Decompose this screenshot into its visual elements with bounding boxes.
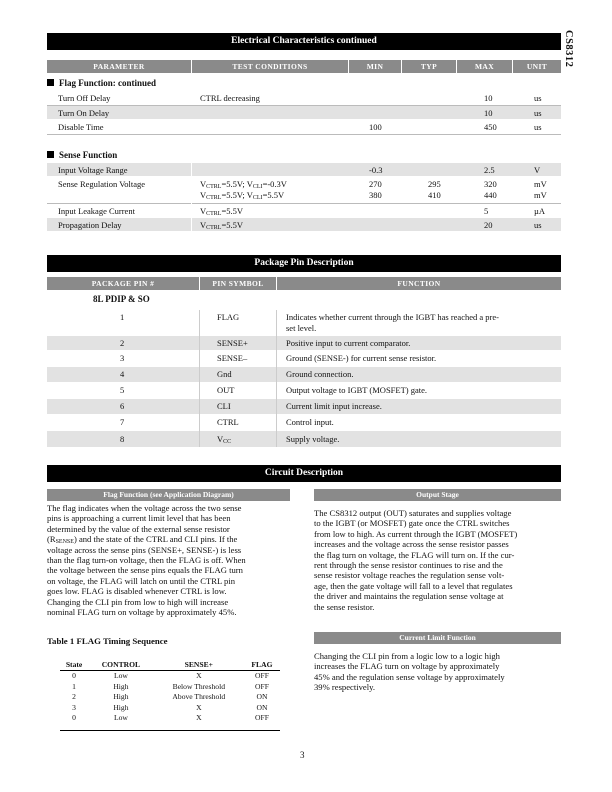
pin-number: 2 <box>120 338 125 348</box>
pin-number: 8 <box>120 434 125 444</box>
header-max: MAX <box>457 60 512 73</box>
pin-function: set level. <box>286 323 317 333</box>
current-limit-text: Changing the CLI pin from a logic low to a logic high increases the FLAG turn on voltage by approximately 45% and the regulation sense voltage by approximately 39% respectively. <box>314 651 505 693</box>
section-sense-function: Sense Function <box>47 150 117 160</box>
max: 450 <box>484 122 497 132</box>
flag-function-subheading: Flag Function (see Application Diagram) <box>47 489 290 501</box>
header-parameter: PARAMETER <box>47 60 191 73</box>
pin-function: Output voltage to IGBT (MOSFET) gate. <box>286 385 428 395</box>
bullet-square-icon <box>47 151 54 158</box>
unit: us <box>534 108 542 118</box>
header-pin-symbol: PIN SYMBOL <box>200 277 276 290</box>
condition: $V_{CTRL}=5.5V$; $V_{CLI}=5.5V$ <box>200 190 285 201</box>
pin-function: Supply voltage. <box>286 434 340 444</box>
max: 10 <box>484 93 493 103</box>
table-row: 0 Low X OFF <box>72 671 269 680</box>
row-divider <box>47 134 561 135</box>
table-row <box>47 204 561 217</box>
max: 2.5 <box>484 165 495 175</box>
min: 270 <box>369 179 382 189</box>
output-stage-subheading: Output Stage <box>314 489 561 501</box>
param: Input Voltage Range <box>58 165 128 175</box>
part-number-side-label: CS8312 <box>563 30 574 68</box>
package-pin-description-banner: Package Pin Description <box>47 255 561 272</box>
max: 20 <box>484 220 493 230</box>
col-state: State <box>60 660 88 671</box>
pin-number: 6 <box>120 401 125 411</box>
table-row <box>47 431 561 447</box>
col-flag: FLAG <box>244 660 280 671</box>
output-stage-text: The CS8312 output (OUT) saturates and supplies voltage to the IGBT (or MOSFET) gate once the CTRL switches from low to high. As current through the IGBT (MOSFET) increases and the voltage across the sense resistor passes the flag turn on voltage, the FLAG will turn on. If the cur- rent through the sense resistor continues to rise and the sense resistor voltage reaches the regulation sense volt- age, then the gate voltage will fall to a level that regulates the driver and maintains the regulation sense voltage at the sense resistor. <box>314 508 518 612</box>
table-row <box>47 91 561 105</box>
flag-timing-table <box>60 660 280 724</box>
circuit-description-banner: Circuit Description <box>47 465 561 482</box>
condition: $V_{CTRL}=5.5V$ <box>200 220 244 231</box>
unit: V <box>534 165 541 175</box>
section-flag-function: Flag Function: continued <box>47 78 156 88</box>
pin-number: 5 <box>120 385 125 395</box>
table-row <box>47 351 561 366</box>
table-row: 2 High Above Threshold ON <box>72 692 268 701</box>
table-row <box>47 106 561 119</box>
pin-symbol: Gnd <box>217 369 232 379</box>
header-typ: TYP <box>402 60 456 73</box>
pin-function: Positive input to current comparator. <box>286 338 411 348</box>
table-row <box>47 218 561 231</box>
table-title: Table 1 FLAG Timing Sequence <box>47 636 168 646</box>
max: 5 <box>484 206 489 216</box>
header-package-pin: PACKAGE PIN # <box>47 277 199 290</box>
pin-symbol: CLI <box>217 401 231 411</box>
flag-function-text: The flag indicates when the voltage across the two sense pins is approaching a current limit level that has been determined by the value of the external sense resistor $(R_{SENSE})$ and the state of the CTRL and CLI pins. If the voltage across the sense pins (SENSE+, SENSE-) is less than the flag turn-on voltage, then the FLAG is off. When the voltage between the sense pins equals the FLAG turn on voltage, the FLAG will latch on until the CTRL pin goes low. FLAG is disabled whenever CTRL is low. Changing the CLI pin from low to high will increase nominal FLAG turn on voltage by approximately 45%. <box>47 503 246 618</box>
table-row <box>47 383 561 398</box>
table-row <box>47 120 561 134</box>
column-divider <box>276 310 277 447</box>
package-type-label: 8L PDIP & SO <box>93 294 150 304</box>
col-control: CONTROL <box>88 660 154 671</box>
param: Turn On Delay <box>58 108 110 118</box>
typ: 295 <box>428 179 441 189</box>
header-min: MIN <box>349 60 401 73</box>
pin-symbol: OUT <box>217 385 235 395</box>
param: Disable Time <box>58 122 104 132</box>
pin-symbol: SENSE– <box>217 353 248 363</box>
param: Sense Regulation Voltage <box>58 179 146 189</box>
table-row: 0 Low X OFF <box>72 713 269 722</box>
pin-number: 1 <box>120 312 125 322</box>
pin-function: Current limit input increase. <box>286 401 382 411</box>
param: Turn Off Delay <box>58 93 111 103</box>
table-row <box>47 415 561 430</box>
max: 10 <box>484 108 493 118</box>
electrical-characteristics-banner: Electrical Characteristics continued <box>47 33 561 50</box>
table-row <box>47 163 561 176</box>
header-function: FUNCTION <box>277 277 561 290</box>
pin-symbol: CTRL <box>217 417 239 427</box>
bullet-square-icon <box>47 79 54 86</box>
unit: µA <box>534 206 546 216</box>
condition: $V_{CTRL}=5.5V$; $V_{CLI}=-0.3V$ <box>200 179 287 190</box>
pin-function: Control input. <box>286 417 334 427</box>
pin-symbol: $V_{CC}$ <box>217 434 232 445</box>
table-bottom-rule <box>60 730 280 731</box>
pin-symbol: FLAG <box>217 312 240 322</box>
table-header-row <box>60 660 280 671</box>
min: 100 <box>369 122 382 132</box>
page-number: 3 <box>300 750 305 760</box>
pin-number: 7 <box>120 417 125 427</box>
condition: CTRL decreasing <box>200 93 260 103</box>
column-divider <box>199 310 200 447</box>
unit: us <box>534 122 542 132</box>
table-row <box>47 336 561 350</box>
pin-function: Ground (SENSE-) for current sense resistor. <box>286 353 437 363</box>
pin-function: Indicates whether current through the IGBT has reached a pre- <box>286 312 499 322</box>
min: 380 <box>369 190 382 200</box>
max: 440 <box>484 190 497 200</box>
min: -0.3 <box>369 165 383 175</box>
column-divider <box>191 163 192 231</box>
header-test-conditions: TEST CONDITIONS <box>192 60 348 73</box>
pin-number: 3 <box>120 353 125 363</box>
unit: mV <box>534 190 547 200</box>
param: Input Leakage Current <box>58 206 135 216</box>
unit: us <box>534 220 542 230</box>
table-row <box>47 367 561 382</box>
table-row <box>47 310 561 335</box>
param: Propagation Delay <box>58 220 122 230</box>
unit: us <box>534 93 542 103</box>
pin-symbol: SENSE+ <box>217 338 248 348</box>
typ: 410 <box>428 190 441 200</box>
table-row: 3 High X ON <box>72 702 268 712</box>
table-row <box>47 177 561 203</box>
pin-number: 4 <box>120 369 125 379</box>
current-limit-subheading: Current Limit Function <box>314 632 561 644</box>
condition: $V_{CTRL}=5.5V$ <box>200 206 244 217</box>
table-row <box>47 399 561 414</box>
pin-function: Ground connection. <box>286 369 354 379</box>
max: 320 <box>484 179 497 189</box>
table-row: 1 High Below Threshold OFF <box>72 681 269 691</box>
col-sense-plus: SENSE+ <box>154 660 244 671</box>
header-unit: UNIT <box>513 60 561 73</box>
unit: mV <box>534 179 547 189</box>
